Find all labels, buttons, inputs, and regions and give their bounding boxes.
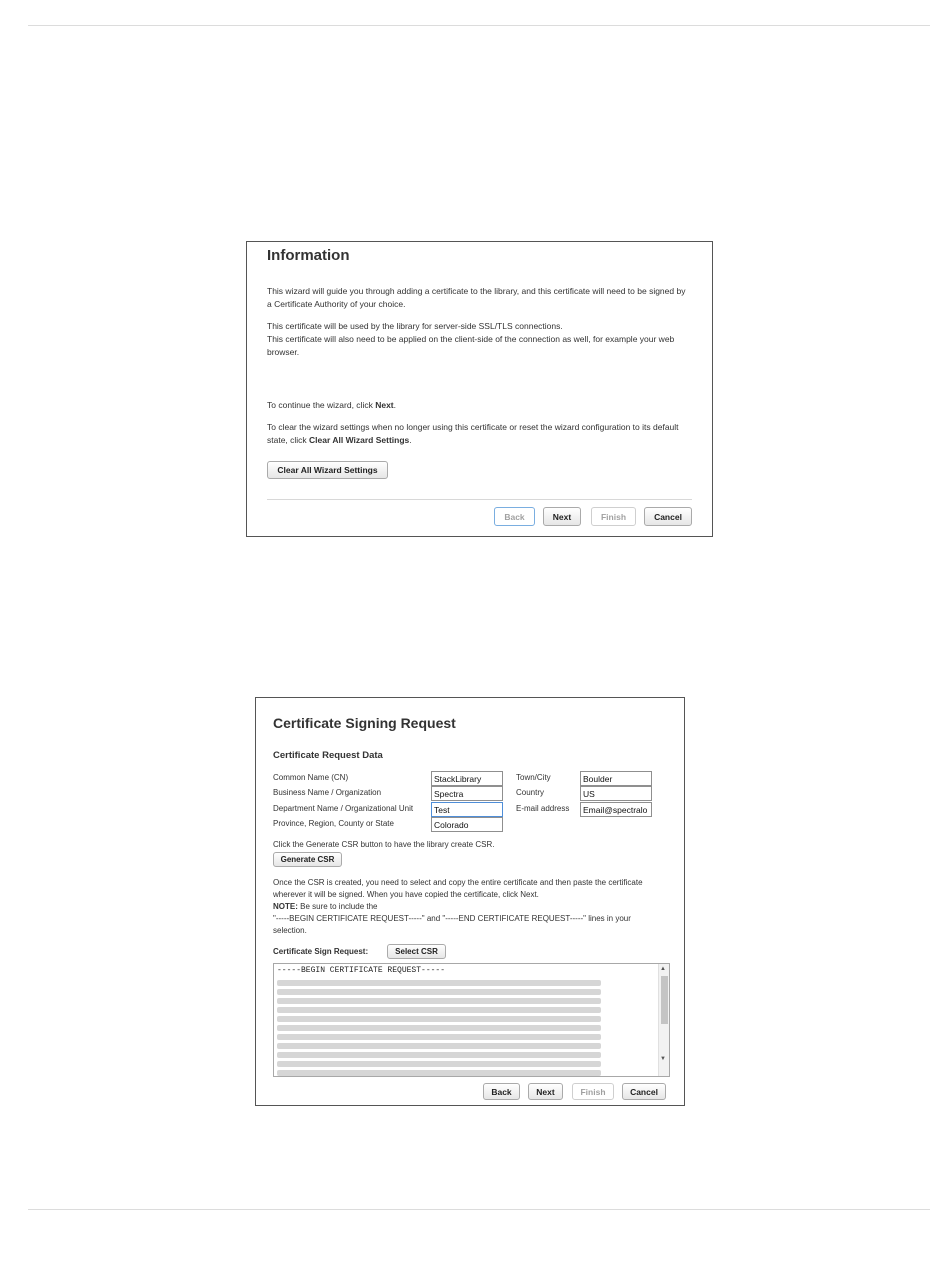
csr-cancel-button[interactable]: Cancel — [622, 1083, 666, 1100]
country-label: Country — [516, 788, 545, 797]
csr-panel — [255, 697, 685, 1106]
csr-textarea[interactable] — [273, 963, 670, 1077]
csr-section-title: Certificate Request Data — [273, 750, 383, 761]
generate-csr-button[interactable]: Generate CSR — [273, 852, 342, 867]
csr-first-line: -----BEGIN CERTIFICATE REQUEST----- — [277, 966, 446, 975]
department-name-label: Department Name / Organizational Unit — [273, 804, 414, 813]
csr-blurred-line — [277, 998, 601, 1004]
continue-bold: Next — [375, 400, 394, 410]
sign-request-label: Certificate Sign Request: — [273, 947, 369, 956]
csr-blurred-line — [277, 1043, 601, 1049]
info-finish-button[interactable]: Finish — [591, 507, 636, 526]
province-label: Province, Region, County or State — [273, 819, 394, 828]
continue-suffix: . — [393, 400, 397, 410]
information-panel — [246, 241, 713, 537]
town-city-label: Town/City — [516, 773, 551, 782]
business-name-input[interactable] — [431, 786, 503, 801]
csr-blurred-line — [277, 1025, 601, 1031]
csr-blurred-line — [277, 1034, 601, 1040]
information-paragraph-2a: This certificate will be used by the library for server-side SSL/TLS connections. — [267, 321, 563, 331]
country-input[interactable] — [580, 786, 652, 801]
csr-instructions — [273, 877, 663, 937]
select-csr-button[interactable]: Select CSR — [387, 944, 446, 959]
csr-instructions-text: Once the CSR is created, you need to select and copy the entire certificate and then paste the certificate wherever it will be signed. When you have copied the certificate, click Next. — [273, 878, 643, 899]
clear-suffix: . — [409, 435, 412, 445]
scroll-thumb[interactable] — [661, 976, 668, 1024]
info-cancel-button[interactable]: Cancel — [644, 507, 692, 526]
top-rule — [28, 25, 930, 26]
scroll-up-icon[interactable]: ▲ — [660, 966, 666, 972]
clear-prefix: To clear the wizard settings when no longer using this certificate or reset the wizard configuration to its default state, click — [267, 422, 679, 445]
csr-blurred-line — [277, 1070, 601, 1076]
information-paragraph-2b: This certificate will also need to be applied on the client-side of the connection as well, for example your web browser. — [267, 334, 675, 357]
scroll-down-icon[interactable]: ▼ — [660, 1056, 666, 1062]
csr-note-label: NOTE: — [273, 902, 298, 911]
csr-scrollbar[interactable] — [658, 964, 669, 1076]
csr-blurred-line — [277, 989, 601, 995]
department-name-input[interactable] — [431, 802, 503, 817]
csr-blurred-line — [277, 980, 601, 986]
continue-prefix: To continue the wizard, click — [267, 400, 376, 410]
csr-back-button[interactable]: Back — [483, 1083, 520, 1100]
csr-note — [273, 901, 663, 913]
csr-blurred-line — [277, 1007, 601, 1013]
csr-blurred-line — [277, 1016, 601, 1022]
csr-blurred-line — [277, 1061, 601, 1067]
clear-text — [267, 421, 687, 447]
csr-title: Certificate Signing Request — [273, 715, 456, 731]
town-city-input[interactable] — [580, 771, 652, 786]
business-name-label: Business Name / Organization — [273, 788, 382, 797]
email-input[interactable] — [580, 802, 652, 817]
continue-text — [267, 399, 692, 412]
csr-blurred-line — [277, 1052, 601, 1058]
info-next-button[interactable]: Next — [543, 507, 581, 526]
information-title: Information — [267, 247, 350, 264]
province-input[interactable] — [431, 817, 503, 832]
bottom-rule — [28, 1209, 930, 1210]
csr-finish-button[interactable]: Finish — [572, 1083, 614, 1100]
clear-all-wizard-settings-button[interactable]: Clear All Wizard Settings — [267, 461, 388, 479]
information-paragraph-2 — [267, 320, 692, 359]
information-footer-divider — [267, 499, 692, 500]
csr-next-button[interactable]: Next — [528, 1083, 563, 1100]
information-paragraph-1: This wizard will guide you through adding a certificate to the library, and this certificate will need to be signed by a Certificate Authority of your choice. — [267, 286, 686, 309]
csr-note-lines: "-----BEGIN CERTIFICATE REQUEST-----" and "-----END CERTIFICATE REQUEST-----" lines in your selection. — [273, 914, 631, 935]
email-label: E-mail address — [516, 804, 570, 813]
info-back-button[interactable]: Back — [494, 507, 535, 526]
csr-note-text: Be sure to include the — [297, 902, 378, 911]
clear-bold: Clear All Wizard Settings — [309, 435, 410, 445]
common-name-label: Common Name (CN) — [273, 773, 349, 782]
common-name-input[interactable] — [431, 771, 503, 786]
generate-hint: Click the Generate CSR button to have the library create CSR. — [273, 840, 495, 849]
